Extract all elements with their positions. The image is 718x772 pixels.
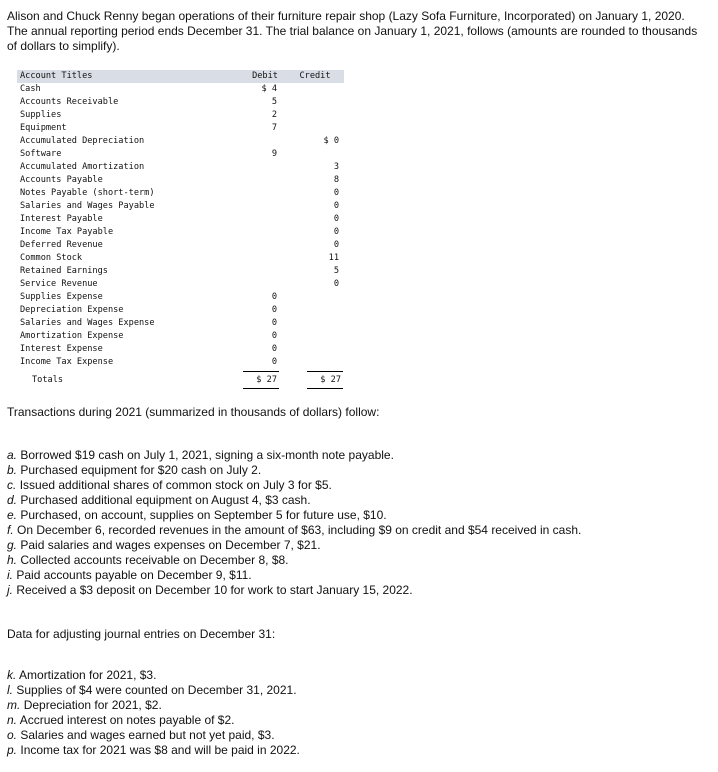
item-text: Purchased equipment for $20 cash on July 2. bbox=[20, 463, 262, 477]
table-row bbox=[17, 135, 344, 148]
item-text: Accrued interest on notes payable of $2. bbox=[19, 713, 235, 727]
item-letter: m. bbox=[7, 698, 21, 712]
adjusting-item bbox=[7, 743, 300, 758]
transactions-title: Transactions during 2021 (summarized in thousands of dollars) follow: bbox=[7, 405, 380, 419]
transaction-item bbox=[7, 583, 581, 598]
debit-value: $ 4 bbox=[261, 84, 277, 94]
debit-value: 5 bbox=[271, 97, 277, 107]
table-row bbox=[17, 174, 344, 187]
credit-value: 0 bbox=[333, 188, 339, 198]
transaction-item bbox=[7, 478, 581, 493]
item-text: Salaries and wages earned but not yet paid, $3. bbox=[20, 728, 275, 742]
transaction-item bbox=[7, 553, 581, 568]
table-row bbox=[17, 343, 344, 356]
account-title: Notes Payable (short-term) bbox=[20, 188, 155, 198]
adjusting-item bbox=[7, 713, 300, 728]
credit-value: 0 bbox=[333, 214, 339, 224]
debit-total-top-rule bbox=[243, 371, 279, 372]
debit-header: Debit bbox=[252, 71, 278, 81]
account-title: Accounts Payable bbox=[20, 175, 103, 185]
account-title: Service Revenue bbox=[20, 279, 98, 289]
account-title: Accumulated Depreciation bbox=[20, 136, 145, 146]
account-title: Interest Payable bbox=[20, 214, 103, 224]
adjusting-list bbox=[7, 668, 300, 758]
credit-value: 5 bbox=[333, 266, 339, 276]
table-row bbox=[17, 200, 344, 213]
credit-header: Credit bbox=[299, 71, 331, 81]
trial-balance-table bbox=[17, 70, 344, 389]
debit-value: 0 bbox=[271, 305, 277, 315]
account-title: Deferred Revenue bbox=[20, 240, 103, 250]
debit-value: 0 bbox=[271, 318, 277, 328]
item-text: Amortization for 2021, $3. bbox=[19, 668, 157, 682]
item-letter: n. bbox=[7, 713, 18, 727]
item-letter: o. bbox=[7, 728, 18, 742]
debit-value: 9 bbox=[271, 149, 277, 159]
table-row bbox=[17, 252, 344, 265]
table-row bbox=[17, 187, 344, 200]
item-letter: i. bbox=[7, 568, 13, 582]
item-letter: k. bbox=[7, 668, 17, 682]
transactions-list bbox=[7, 448, 581, 598]
credit-value: 11 bbox=[328, 253, 339, 263]
table-row bbox=[17, 330, 344, 343]
transaction-item bbox=[7, 448, 581, 463]
adjusting-entries-title: Data for adjusting journal entries on December 31: bbox=[7, 627, 276, 641]
table-row bbox=[17, 265, 344, 278]
table-header bbox=[17, 70, 344, 83]
item-letter: e. bbox=[7, 508, 18, 522]
account-title: Common Stock bbox=[20, 253, 83, 263]
item-letter: c. bbox=[7, 478, 17, 492]
transaction-item bbox=[7, 568, 581, 583]
item-text: Borrowed $19 cash on July 1, 2021, signing a six-month note payable. bbox=[20, 448, 394, 462]
item-text: Received a $3 deposit on December 10 for work to start January 15, 2022. bbox=[16, 583, 413, 597]
table-row bbox=[17, 304, 344, 317]
transaction-item bbox=[7, 538, 581, 553]
table-row bbox=[17, 278, 344, 291]
account-title: Income Tax Payable bbox=[20, 227, 114, 237]
credit-value: 0 bbox=[333, 201, 339, 211]
debit-total-bottom-rule bbox=[243, 388, 279, 389]
totals-label: Totals bbox=[32, 375, 64, 385]
credit-value: 0 bbox=[333, 240, 339, 250]
debit-value: 0 bbox=[271, 344, 277, 354]
account-title: Accounts Receivable bbox=[20, 97, 119, 107]
table-row bbox=[17, 226, 344, 239]
account-title: Supplies Expense bbox=[20, 292, 103, 302]
credit-value: $ 0 bbox=[323, 136, 339, 146]
table-row bbox=[17, 148, 344, 161]
debit-total: $ 27 bbox=[256, 375, 277, 385]
account-title: Cash bbox=[20, 84, 41, 94]
account-titles-header: Account Titles bbox=[20, 71, 93, 81]
debit-value: 7 bbox=[271, 123, 277, 133]
item-text: Income tax for 2021 was $8 and will be paid in 2022. bbox=[20, 743, 300, 757]
table-row bbox=[17, 356, 344, 369]
item-text: Depreciation for 2021, $2. bbox=[23, 698, 162, 712]
account-title: Retained Earnings bbox=[20, 266, 108, 276]
transaction-item bbox=[7, 523, 581, 538]
account-title: Software bbox=[20, 149, 62, 159]
account-title: Amortization Expense bbox=[20, 331, 124, 341]
adjusting-item bbox=[7, 698, 300, 713]
credit-total-top-rule bbox=[307, 371, 343, 372]
item-text: Purchased, on account, supplies on September 5 for future use, $10. bbox=[20, 508, 387, 522]
adjusting-item bbox=[7, 668, 300, 683]
item-text: Paid salaries and wages expenses on December 7, $21. bbox=[20, 538, 321, 552]
account-title: Accumulated Amortization bbox=[20, 162, 145, 172]
item-text: Issued additional shares of common stock on July 3 for $5. bbox=[19, 478, 332, 492]
item-text: Purchased additional equipment on August 4, $3 cash. bbox=[20, 493, 311, 507]
item-text: Supplies of $4 were counted on December 31, 2021. bbox=[16, 683, 297, 697]
account-title: Equipment bbox=[20, 123, 67, 133]
item-text: On December 6, recorded revenues in the amount of $63, including $9 on credit and $54 received in cash. bbox=[17, 523, 582, 537]
item-letter: l. bbox=[7, 683, 13, 697]
table-body bbox=[17, 83, 344, 369]
table-row bbox=[17, 122, 344, 135]
transaction-item bbox=[7, 508, 581, 523]
credit-total-bottom-rule bbox=[307, 388, 343, 389]
transaction-item bbox=[7, 493, 581, 508]
debit-value: 0 bbox=[271, 331, 277, 341]
table-row bbox=[17, 161, 344, 174]
table-row bbox=[17, 109, 344, 122]
item-letter: p. bbox=[7, 743, 18, 757]
account-title: Income Tax Expense bbox=[20, 357, 114, 367]
account-title: Salaries and Wages Expense bbox=[20, 318, 155, 328]
table-row bbox=[17, 239, 344, 252]
adjusting-item bbox=[7, 728, 300, 743]
debit-value: 2 bbox=[271, 110, 277, 120]
credit-total: $ 27 bbox=[320, 375, 341, 385]
item-letter: j. bbox=[7, 583, 13, 597]
item-letter: g. bbox=[7, 538, 18, 552]
item-letter: f. bbox=[7, 523, 14, 537]
account-title: Supplies bbox=[20, 110, 62, 120]
account-title: Salaries and Wages Payable bbox=[20, 201, 155, 211]
table-row bbox=[17, 291, 344, 304]
debit-value: 0 bbox=[271, 292, 277, 302]
item-letter: h. bbox=[7, 553, 18, 567]
credit-value: 0 bbox=[333, 227, 339, 237]
table-row bbox=[17, 83, 344, 96]
adjusting-item bbox=[7, 683, 300, 698]
debit-value: 0 bbox=[271, 357, 277, 367]
item-letter: b. bbox=[7, 463, 18, 477]
account-title: Depreciation Expense bbox=[20, 305, 124, 315]
table-row bbox=[17, 96, 344, 109]
item-text: Collected accounts receivable on December 8, $8. bbox=[20, 553, 289, 567]
item-text: Paid accounts payable on December 9, $11. bbox=[16, 568, 252, 582]
transaction-item bbox=[7, 463, 581, 478]
credit-value: 3 bbox=[333, 162, 339, 172]
table-row bbox=[17, 213, 344, 226]
credit-value: 0 bbox=[333, 279, 339, 289]
item-letter: a. bbox=[7, 448, 18, 462]
account-title: Interest Expense bbox=[20, 344, 103, 354]
item-letter: d. bbox=[7, 493, 18, 507]
credit-value: 8 bbox=[333, 175, 339, 185]
totals-row bbox=[17, 371, 344, 389]
table-row bbox=[17, 317, 344, 330]
intro-paragraph: Alison and Chuck Renny began operations of their furniture repair shop (Lazy Sofa Furniture, Incorporated) on January 1, 2020. The annual reporting period ends December 31. The trial balance on January 1, 2021, follows (amounts are rounded to thousands of dollars to simplify). bbox=[7, 9, 698, 53]
